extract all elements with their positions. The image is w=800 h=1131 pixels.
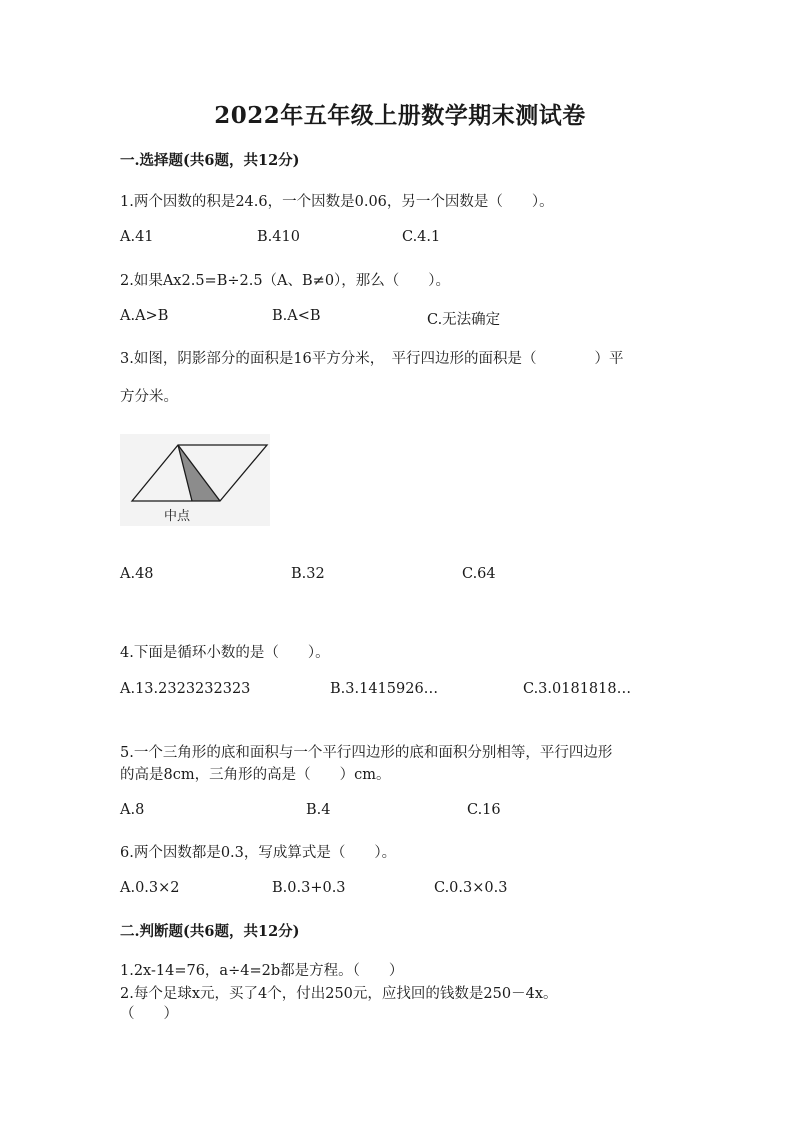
question-3-text-line1: 3.如图，阴影部分的面积是16平方分米， 平行四边形的面积是（ ）平 — [120, 351, 624, 367]
judge-2-text-line2: （ ） — [120, 1006, 178, 1022]
question-5-text-line1: 5.一个三角形的底和面积与一个平行四边形的底和面积分别相等，平行四边形 — [120, 745, 613, 761]
question-1-option-a[interactable]: A.41 — [120, 229, 154, 245]
question-6-option-b[interactable]: B.0.3+0.3 — [272, 880, 346, 896]
question-3-option-c[interactable]: C.64 — [462, 566, 496, 582]
question-4-option-b[interactable]: B.3.1415926… — [330, 681, 439, 697]
question-6-text: 6.两个因数都是0.3，写成算式是（ ）。 — [120, 845, 397, 861]
question-5-option-b[interactable]: B.4 — [306, 802, 331, 818]
question-5-text-line2: 的高是8cm，三角形的高是（ ）cm。 — [120, 767, 391, 783]
question-2-option-b[interactable]: B.A<B — [272, 308, 321, 324]
section-heading-true-false: 二.判断题(共6题，共12分) — [120, 923, 300, 940]
midpoint-label: 中点 — [164, 509, 191, 524]
question-1-option-c[interactable]: C.4.1 — [402, 229, 441, 245]
question-6-option-c[interactable]: C.0.3×0.3 — [434, 880, 508, 896]
question-4-option-a[interactable]: A.13.2323232323 — [120, 681, 251, 697]
parallelogram-diagram — [120, 434, 270, 526]
question-5-option-a[interactable]: A.8 — [120, 802, 145, 818]
judge-1-text: 1.2x-14=76，a÷4=2b都是方程。（ ） — [120, 963, 404, 979]
question-1-option-b[interactable]: B.410 — [257, 229, 300, 245]
section-heading-multiple-choice: 一.选择题(共6题，共12分) — [120, 152, 300, 169]
question-4-option-c[interactable]: C.3.0181818… — [523, 681, 632, 697]
question-3-option-a[interactable]: A.48 — [120, 566, 154, 582]
question-5-option-c[interactable]: C.16 — [467, 802, 501, 818]
question-2-text: 2.如果Ax2.5=B÷2.5（A、B≠0），那么（ ）。 — [120, 273, 451, 289]
judge-2-text-line1: 2.每个足球x元，买了4个，付出250元，应找回的钱数是250－4x。 — [120, 986, 558, 1002]
question-6-option-a[interactable]: A.0.3×2 — [120, 880, 180, 896]
page-title: 2022年五年级上册数学期末测试卷 — [214, 102, 586, 129]
parallelogram-figure — [120, 434, 270, 526]
question-4-text: 4.下面是循环小数的是（ ）。 — [120, 645, 330, 661]
question-3-option-b[interactable]: B.32 — [291, 566, 325, 582]
question-3-text-line2: 方分米。 — [120, 389, 178, 405]
question-2-option-c[interactable]: C.无法确定 — [427, 312, 501, 328]
question-1-text: 1.两个因数的积是24.6，一个因数是0.06，另一个因数是（ ）。 — [120, 194, 554, 210]
question-2-option-a[interactable]: A.A>B — [120, 308, 169, 324]
